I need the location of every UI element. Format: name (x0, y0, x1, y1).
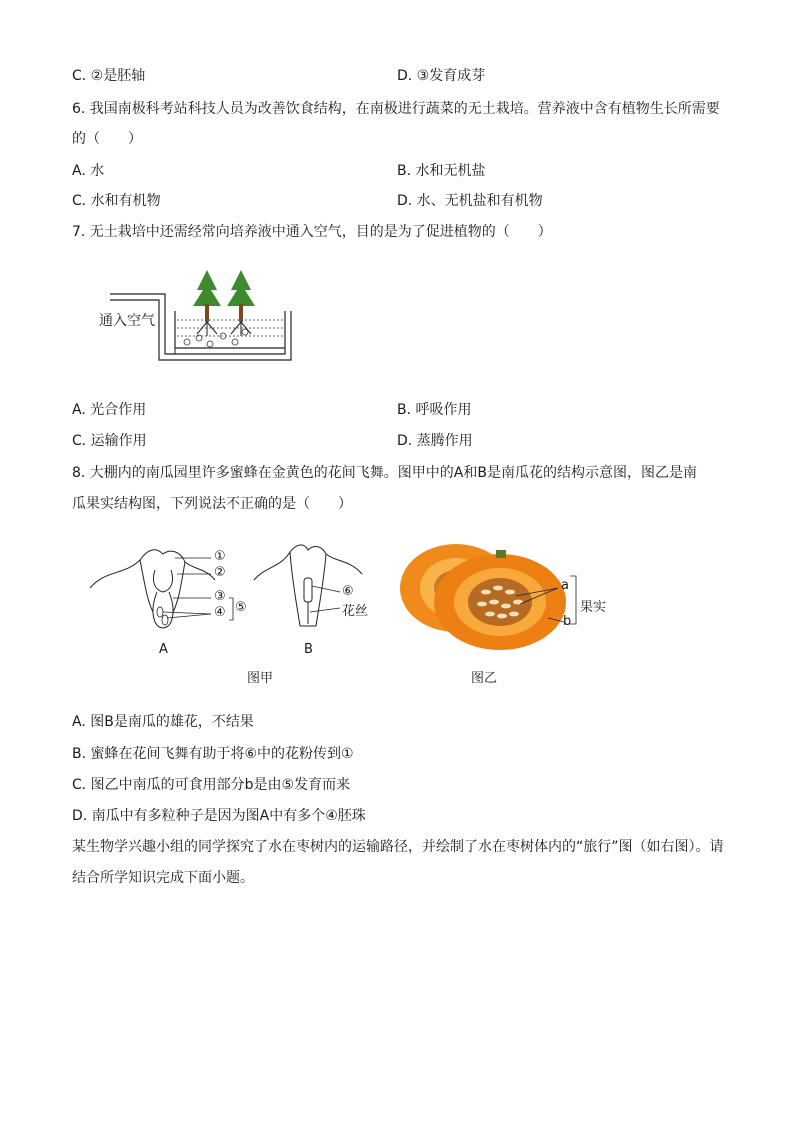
q8-option-d: D. 南瓜中有多粒种子是因为图A中有多个④胚珠 (72, 808, 366, 824)
q6-stem-line2: 的（ ） (72, 131, 142, 147)
label-5: ⑤ (235, 600, 247, 615)
q6-option-a: A. 水 (72, 163, 105, 179)
label-b: b (563, 614, 572, 629)
intro-line2: 结合所学知识完成下面小题。 (72, 870, 254, 886)
label-3: ③ (214, 589, 226, 604)
q6-stem-line1: 6. 我国南极科考站科技人员为改善饮食结构，在南极进行蔬菜的无土栽培。营养液中含有植物生长所需要 (72, 101, 720, 117)
fig-b-caption: B (304, 642, 313, 657)
air-inlet-label: 通入空气 (99, 313, 155, 329)
fig-a-caption: A (159, 642, 168, 657)
q5-option-d: D. ③发育成芽 (397, 68, 486, 84)
q7-option-c: C. 运输作用 (72, 433, 147, 449)
label-a: a (561, 578, 569, 593)
pumpkin-figure (398, 540, 618, 652)
label-fruit: 果实 (580, 600, 607, 615)
q7-option-b: B. 呼吸作用 (397, 402, 472, 418)
female-flower-figure (85, 540, 245, 658)
hydroponics-figure (95, 266, 295, 366)
male-flower-figure (252, 540, 382, 658)
q8-stem-line1: 8. 大棚内的南瓜园里许多蜜蜂在金黄色的花间飞舞。图甲中的A和B是南瓜花的结构示意图，图乙是南 (72, 465, 697, 481)
q5-option-c: C. ②是胚轴 (72, 68, 146, 84)
q6-option-b: B. 水和无机盐 (397, 163, 486, 179)
q8-option-a: A. 图B是南瓜的雄花，不结果 (72, 714, 254, 730)
label-2: ② (214, 565, 226, 580)
label-1: ① (214, 549, 226, 564)
intro-line1: 某生物学兴趣小组的同学探究了水在枣树内的运输路径，并绘制了水在枣树体内的“旅行”图（如右图）。请 (72, 839, 724, 855)
label-filament: 花丝 (342, 604, 369, 619)
label-6: ⑥ (342, 584, 354, 599)
male-flower-diagram (252, 540, 382, 658)
q7-option-d: D. 蒸腾作用 (397, 433, 473, 449)
q8-option-c: C. 图乙中南瓜的可食用部分b是由⑤发育而来 (72, 777, 351, 793)
q6-option-d: D. 水、无机盐和有机物 (397, 193, 543, 209)
q8-option-b: B. 蜜蜂在花间飞舞有助于将⑥中的花粉传到① (72, 746, 354, 762)
fig-jia-caption: 图甲 (247, 671, 274, 686)
q7-stem: 7. 无土栽培中还需经常向培养液中通入空气，目的是为了促进植物的（ ） (72, 224, 552, 240)
q6-option-c: C. 水和有机物 (72, 193, 161, 209)
q8-stem-line2: 瓜果实结构图，下列说法不正确的是（ ） (72, 496, 352, 512)
q7-option-a: A. 光合作用 (72, 402, 147, 418)
fig-yi-caption: 图乙 (471, 671, 498, 686)
label-4: ④ (214, 605, 226, 620)
